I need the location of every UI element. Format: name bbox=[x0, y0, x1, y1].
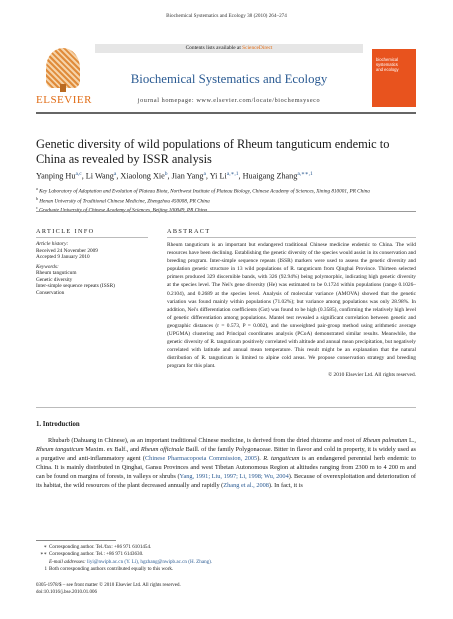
email-link[interactable]: liyi@nwipb.ac.cn (Y. Li), hgzhang@nwipb.ac.cn (H. Zhang). bbox=[87, 558, 213, 565]
history-label: Article history: bbox=[36, 241, 69, 247]
affiliation-a: $^a$ Key Laboratory of Adaptation and Evolution of Plateau Biota, Northwest Institute of Plateau Biology, Chinese Academy of Sciences, Xining 810001, PR China bbox=[36, 186, 370, 195]
cover-text bbox=[376, 57, 414, 73]
front-matter bbox=[36, 582, 416, 596]
header-rule bbox=[36, 112, 416, 114]
author-affiliation-mark: b bbox=[164, 171, 168, 177]
sciencedirect-link[interactable]: ScienceDirect bbox=[242, 45, 273, 51]
received-date: Received 24 November 2009 bbox=[36, 247, 98, 254]
cover-line: biochemical bbox=[376, 57, 399, 62]
elsevier-logo bbox=[36, 48, 90, 110]
abstract bbox=[167, 241, 416, 379]
abstract-text: Rheum tanguticum is an important but endangered traditional Chinese medicine endemic to China. The wild resources have been declining. Establishing the genetic diversity of the species would assist in its conservation and breeding program. Inter-simple sequence repeats (ISSR) markers were used to assess the genetic diversity and population genetic structure in 13 wild populations of R. tanguticum from Qinghai Province. Thirteen selected primers produced 329 discernible bands, with 326 (92.94%) being polymorphic, indicating high genetic diversity at the species level. The Nei's gene diversity (He) was estimated to be 0.1724 within populations (range 0.1026–0.2104), and 0.2689 at the species level. Analysis of molecular variance (AMOVA) showed that the genetic variation was found mainly within populations (71.02%); but variance among populations was only 28.98%. In addition, Nei's differentiation coefficients (Gst) was found to be high (0.3585), confirming the relatively high level of genetic differentiation among populations. Mantel test revealed a significant correlation between genetic and geographic distances (r = 0.573, P = 0.002), and the unweighted pair-group method using arithmetic average (UPGMA) clustering and Principal coordinates analysis (PCoA) demonstrated similar results. Meanwhile, the genetic diversity of R. tanguticum positively correlated with altitude and annual mean precipitation, but negatively correlated with latitude and annual mean temperature. This result might be an explanation that the natural distribution of R. tanguticum is limited to alpine cold areas. We propose conservation strategy and breeding program for this plant. bbox=[167, 242, 416, 370]
journal-reference: Biochemical Systematics and Ecology 38 (2010) 264–274 bbox=[166, 13, 287, 19]
author-affiliation-mark: a,∗,1 bbox=[226, 171, 239, 177]
copyright: © 2010 Elsevier Ltd. All rights reserved. bbox=[328, 371, 416, 378]
info-rule bbox=[36, 237, 148, 238]
contents-bar bbox=[95, 44, 363, 53]
intro-heading: 1. Introduction bbox=[36, 421, 80, 428]
author-list: Yanping Hu$^{a,c}$, Li Wang$^a$, Xiaolong Xie$^b$, Jian Yang$^a$, Yi $Li^{a,∗,1}$, Huaigang Zhang$^{a,∗∗,1}$ bbox=[36, 171, 313, 181]
keyword: Inter-simple sequence repeats (ISSR) bbox=[36, 283, 115, 289]
keyword: Rheum tanguticum bbox=[36, 270, 77, 276]
keyword: Genetic diversity bbox=[36, 276, 73, 283]
author-name: Yanping Hu bbox=[36, 171, 76, 181]
article-info bbox=[36, 241, 148, 296]
article-title: Genetic diversity of wild populations of Rheum tanguticum endemic to China as revealed by ISSR analysis bbox=[36, 137, 390, 166]
tree-trunk bbox=[60, 84, 66, 92]
author-affiliation-mark: a,∗∗,1 bbox=[297, 171, 313, 177]
footnote-rule bbox=[36, 540, 116, 541]
keywords-label: Keywords: bbox=[36, 263, 59, 270]
issn-line: 0305-1978/$ – see front matter © 2010 Elsevier Ltd. All rights reserved. bbox=[36, 583, 181, 588]
affiliation-c: $^c$ Graduate University of Chinese Academy of Sciences, Beijing 100049, PR China bbox=[36, 205, 208, 214]
intro-paragraph bbox=[36, 436, 416, 491]
journal-title: Biochemical Systematics and Ecology bbox=[130, 72, 328, 86]
cover-line: systematics bbox=[376, 62, 398, 68]
affiliation-b: $^b$ Henan University of Traditional Chinese Medicine, Zhengzhou 450008, PR China bbox=[36, 195, 210, 205]
species-name: Rheum palmatum bbox=[362, 437, 408, 444]
author-name: Xiaolong Xie bbox=[120, 171, 165, 181]
intro-text: ). bbox=[257, 455, 264, 463]
journal-homepage[interactable]: journal homepage: www.elsevier.com/locate/biochemsyseco bbox=[137, 97, 321, 104]
abstract-heading: ABSTRACT bbox=[167, 228, 211, 235]
citation-link[interactable]: Zhang et al., 2008 bbox=[223, 482, 269, 490]
keyword: Conservation bbox=[36, 289, 65, 296]
doi-line[interactable]: doi:10.1016/j.bse.2010.01.006 bbox=[36, 590, 97, 595]
intro-text: Rhubarb (Dahuang in Chinese), as an important traditional Chinese medicine, is derived from the dried rhizome and root of bbox=[48, 437, 363, 444]
footnote: ∗∗ Corresponding author. Tel.: +86 971 6143630. bbox=[40, 551, 144, 558]
accepted-date: Accepted 9 January 2010 bbox=[36, 254, 90, 260]
cover-line: and ecology bbox=[376, 67, 399, 73]
publisher-name: ELSEVIER bbox=[36, 94, 92, 106]
citation-link[interactable]: Yang, 1991; Liu, 1997; Li, 1998; Wu, 2004 bbox=[179, 473, 289, 481]
author-name: Li Wang bbox=[85, 171, 114, 181]
intro-text: ). In fact, it is bbox=[268, 482, 303, 490]
affiliation-rule bbox=[36, 211, 416, 212]
author-name: Huaigang Zhang bbox=[242, 171, 298, 181]
footnotes bbox=[36, 544, 416, 574]
author-affiliation-mark: a bbox=[203, 171, 206, 177]
intro-text: Maxim. ex Balf., and bbox=[83, 446, 141, 454]
footnote: ∗ Corresponding author. Tel./fax: +86 971 6101454. bbox=[43, 544, 152, 550]
author-name: Jian Yang bbox=[171, 171, 204, 181]
footnote: 1 Both corresponding authors contributed equally to this work. bbox=[44, 566, 174, 573]
intro-text: is an endangered perennial herb endemic to China. It is mainly distributed in Qinghai, Gansu Provinces and west Tibetan Autonomous Region at altitudes ranging from 2300 m to 4 200 m and can be found on margins of forests, in valleys or shrubs ( bbox=[36, 455, 417, 481]
abstract-rule bbox=[167, 237, 416, 238]
intro-text: L., bbox=[407, 437, 416, 444]
article-info-heading: ARTICLE INFO bbox=[36, 228, 95, 235]
author-affiliation-mark: a bbox=[113, 171, 117, 177]
species-name: Rheum officinale bbox=[140, 446, 184, 454]
species-name: Rheum tanguticum bbox=[36, 446, 84, 454]
elsevier-tree-icon bbox=[46, 48, 80, 88]
footnote-emails: E-mail addresses: liyi@nwipb.ac.cn (Y. Li), hgzhang@nwipb.ac.cn (H. Zhang). bbox=[49, 558, 213, 565]
citation-link[interactable]: Chinese Pharmacopoeia Commission, 2005 bbox=[144, 455, 258, 463]
author-affiliation-mark: a,c bbox=[75, 171, 82, 177]
section-rule bbox=[36, 407, 416, 408]
species-name: R. tanguticum bbox=[263, 455, 300, 463]
journal-cover bbox=[372, 49, 416, 107]
contents-prefix: Contents lists available at bbox=[185, 45, 243, 51]
intro-text: ). Because of overexploitation and deterioration of its habitat, the wild resources of the plant decreased annually and rapidly ( bbox=[36, 473, 416, 490]
intro-text: Baill. of the family Polygonaceae. Bitter in flavor and cold in property, it is widely used as a purgative and anti-inflammatory agent ( bbox=[36, 446, 416, 463]
author-name: Yi Li bbox=[209, 171, 227, 181]
